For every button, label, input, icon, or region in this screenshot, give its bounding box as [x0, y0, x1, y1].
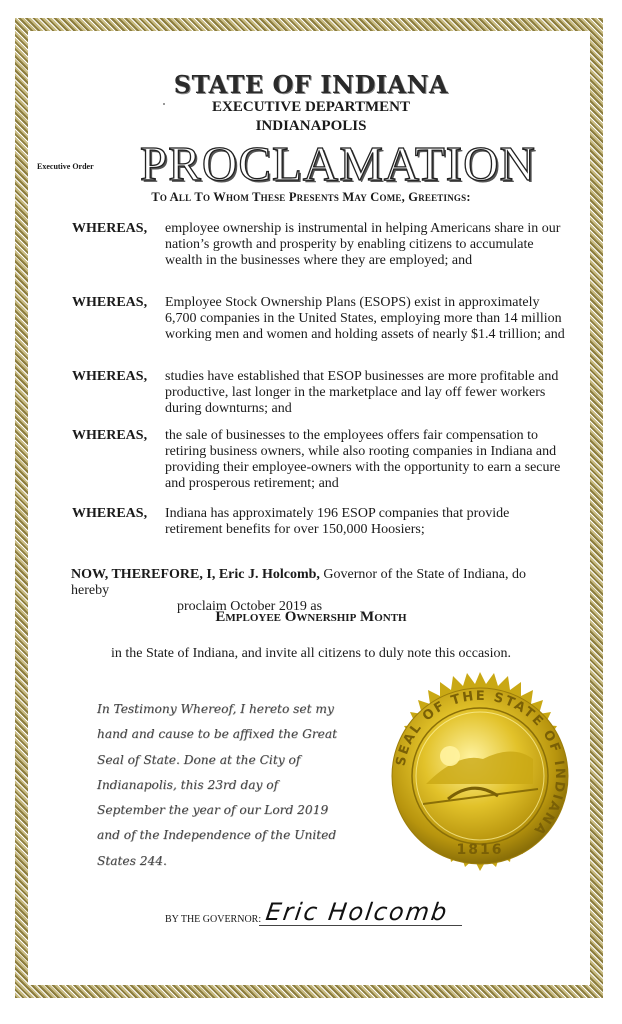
invitation-line: in the State of Indiana, and invite all citizens to duly note this occasion.	[110, 646, 512, 661]
whereas-label: WHEREAS,	[72, 506, 148, 521]
whereas-text: Employee Stock Ownership Plans (ESOPS) exist in approximately 6,700 companies in the United States, employing more than 14 million working men and women and holding assets of nearly $1.4 trillion; and	[165, 295, 565, 342]
governor-signature: Eric Holcomb	[264, 898, 451, 926]
whereas-label: WHEREAS,	[72, 369, 148, 384]
proclamation-lead-rest: Governor of the State of Indiana, do hereby	[71, 567, 526, 598]
svg-text:SEAL OF THE STATE OF INDIANA: SEAL OF THE STATE OF INDIANA	[393, 688, 568, 839]
svg-text:1816: 1816	[456, 842, 504, 858]
whereas-text: employee ownership is instrumental in helping Americans share in our nation’s growth and prosperity by enabling citizens to accumulate wealth in the businesses where they are employed; and	[165, 221, 561, 268]
whereas-label: WHEREAS,	[72, 221, 148, 236]
whereas-text: Indiana has approximately 196 ESOP companies that provide retirement benefits for over 150,000 Hoosiers;	[165, 506, 510, 537]
whereas-label: WHEREAS,	[72, 428, 148, 443]
by-the-governor-label: BY THE GOVERNOR:	[165, 914, 262, 925]
proclamation-line2: proclaim October 2019 as	[177, 599, 323, 614]
proclamation-statement	[71, 567, 551, 615]
whereas-label: WHEREAS,	[72, 295, 148, 310]
city-heading: INDIANAPOLIS	[255, 118, 367, 134]
state-heading: STATE OF INDIANA	[173, 70, 449, 99]
testimony-script: In Testimony Whereof, I hereto set my hand and cause to be affixed the Great Seal of State. Done at the City of Indianapolis, this 23rd day of September the year of our Lord 2019 and of the Independence of the United States 244.	[97, 702, 338, 868]
proclamation-lead-bold: NOW, THEREFORE, I, Eric J. Holcomb,	[71, 567, 320, 582]
executive-order-label: Executive Order	[37, 162, 94, 171]
greeting-line: To All To Whom These Presents May Come, Greetings:	[151, 190, 471, 204]
month-title: Employee Ownership Month	[215, 609, 407, 625]
state-seal-icon	[378, 664, 583, 889]
proclamation-title: PROCLAMATION	[140, 136, 536, 191]
whereas-text: studies have established that ESOP businesses are more profitable and productive, last longer in the marketplace and lay off fewer workers during downturns; and	[165, 369, 559, 416]
whereas-text: the sale of businesses to the employees offers fair compensation to retiring business owners, while also rooting companies in Indiana and providing their employee-owners with the opportunity to earn a secure and prosperous retirement; and	[165, 428, 561, 491]
department-heading: EXECUTIVE DEPARTMENT	[212, 99, 410, 115]
